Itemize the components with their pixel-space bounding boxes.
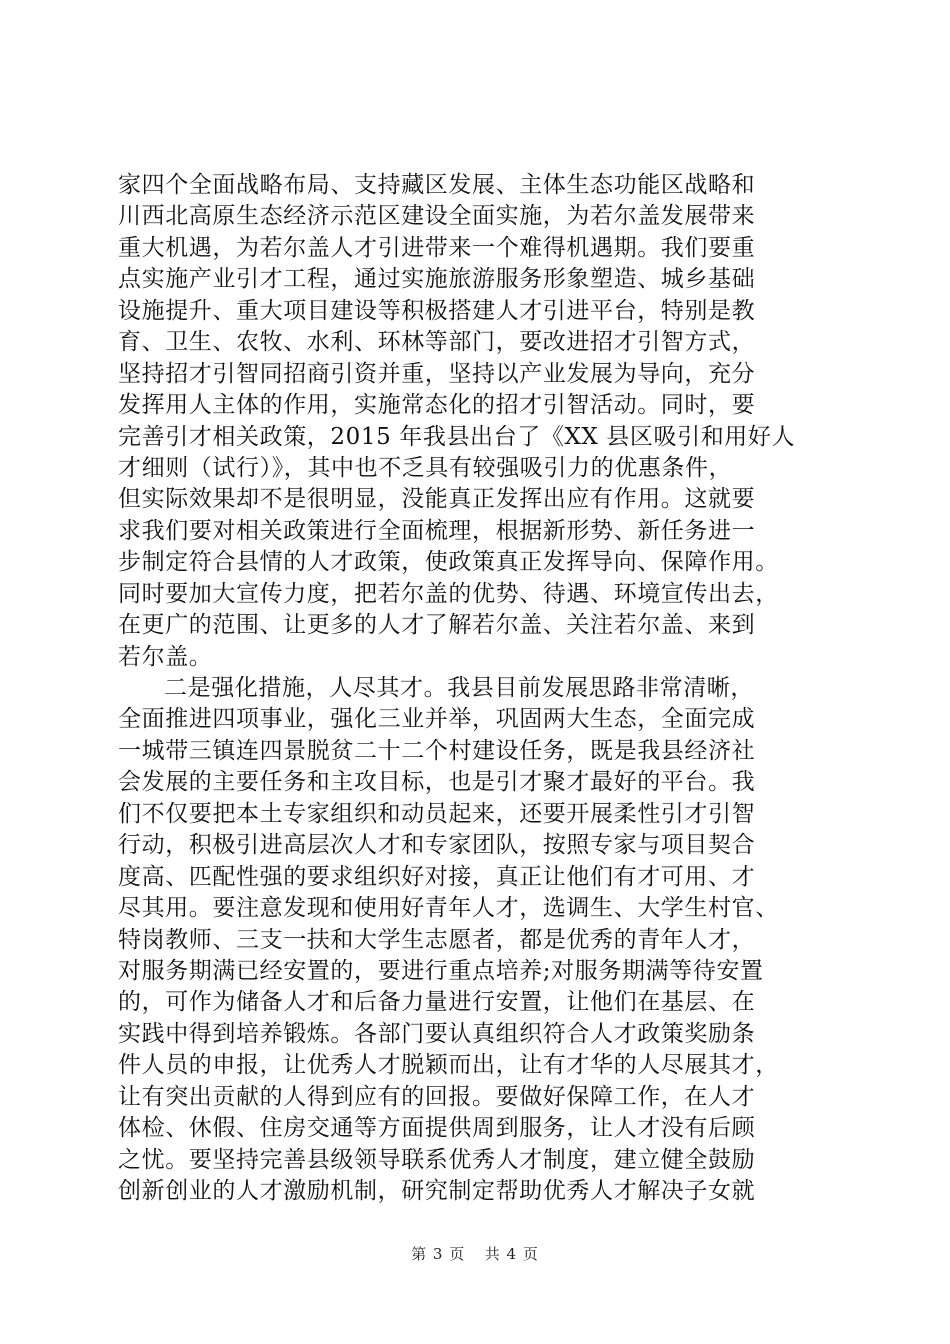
text-line: 创新创业的人才激励机制，研究制定帮助优秀人才解决子女就 [118, 1178, 756, 1204]
text-line: 在更广的范围、让更多的人才了解若尔盖、关注若尔盖、来到 [118, 612, 756, 639]
text-line: 件人员的申报，让优秀人才脱颖而出，让有才华的人尽展其才， [118, 1052, 779, 1079]
text-line: 川西北高原生态经济示范区建设全面实施，为若尔盖发展带来 [118, 203, 756, 230]
text-line: 求我们要对相关政策进行全面梳理，根据新形势、新任务进一 [118, 517, 756, 544]
text-line: 全面推进四项事业，强化三业并举，巩固两大生态，全面完成 [118, 706, 756, 733]
text-line: 体检、休假、住房交通等方面提供周到服务，让人才没有后顾 [118, 1115, 756, 1142]
text-line: 重大机遇，为若尔盖人才引进带来一个难得机遇期。我们要重 [118, 234, 756, 261]
text-line: 会发展的主要任务和主攻目标，也是引才聚才最好的平台。我 [118, 769, 756, 796]
text-line: 的，可作为储备人才和后备力量进行安置，让他们在基层、在 [118, 989, 756, 1016]
text-line: 特岗教师、三支一扶和大学生志愿者，都是优秀的青年人才， [118, 926, 756, 953]
text-line: 二是强化措施，人尽其才。我县目前发展思路非常清晰， [164, 675, 754, 701]
text-line: 同时要加大宣传力度，把若尔盖的优势、待遇、环境宣传出去， [118, 580, 779, 607]
text-line: 度高、匹配性强的要求组织好对接，真正让他们有才可用、才 [118, 863, 756, 890]
text-line: 点实施产业引才工程，通过实施旅游服务形象塑造、城乡基础 [118, 266, 756, 293]
body-text [118, 170, 838, 1207]
text-line: 才细则（试行）》，其中也不乏具有较强吸引力的优惠条件， [118, 454, 733, 481]
text-line: 完善引才相关政策，2015 年我县出台了《XX 县区吸引和用好人 [118, 423, 796, 450]
text-line: 行动，积极引进高层次人才和专家团队，按照专家与项目契合 [118, 832, 756, 859]
text-line: 之忧。要坚持完善县级领导联系优秀人才制度，建立健全鼓励 [118, 1146, 756, 1173]
text-line: 一城带三镇连四景脱贫二十二个村建设任务，既是我县经济社 [118, 737, 756, 764]
page-footer [0, 1244, 950, 1264]
text-line: 但实际效果却不是很明显，没能真正发挥出应有作用。这就要 [118, 486, 756, 513]
page-total: 共 4 页 [484, 1245, 539, 1263]
text-line: 让有突出贡献的人得到应有的回报。要做好保障工作，在人才 [118, 1083, 756, 1110]
text-line: 对服务期满已经安置的，要进行重点培养;对服务期满等待安置 [118, 957, 764, 984]
text-line: 发挥用人主体的作用，实施常态化的招才引智活动。同时，要 [118, 392, 756, 419]
text-line: 家四个全面战略布局、支持藏区发展、主体生态功能区战略和 [118, 172, 756, 198]
text-line: 育、卫生、农牧、水利、环林等部门，要改进招才引智方式， [118, 329, 756, 356]
text-line: 步制定符合县情的人才政策，使政策真正发挥导向、保障作用。 [118, 549, 779, 576]
page-number: 第 3 页 [411, 1245, 466, 1263]
text-line: 们不仅要把本土专家组织和动员起来，还要开展柔性引才引智 [118, 800, 756, 827]
text-line: 设施提升、重大项目建设等积极搭建人才引进平台，特别是教 [118, 297, 756, 324]
text-line: 坚持招才引智同招商引资并重，坚持以产业发展为导向，充分 [118, 360, 756, 387]
text-line: 若尔盖。 [118, 643, 213, 670]
text-line: 尽其用。要注意发现和使用好青年人才，选调生、大学生村官、 [118, 895, 779, 922]
text-line: 实践中得到培养锻炼。各部门要认真组织符合人才政策奖励条 [118, 1020, 756, 1047]
